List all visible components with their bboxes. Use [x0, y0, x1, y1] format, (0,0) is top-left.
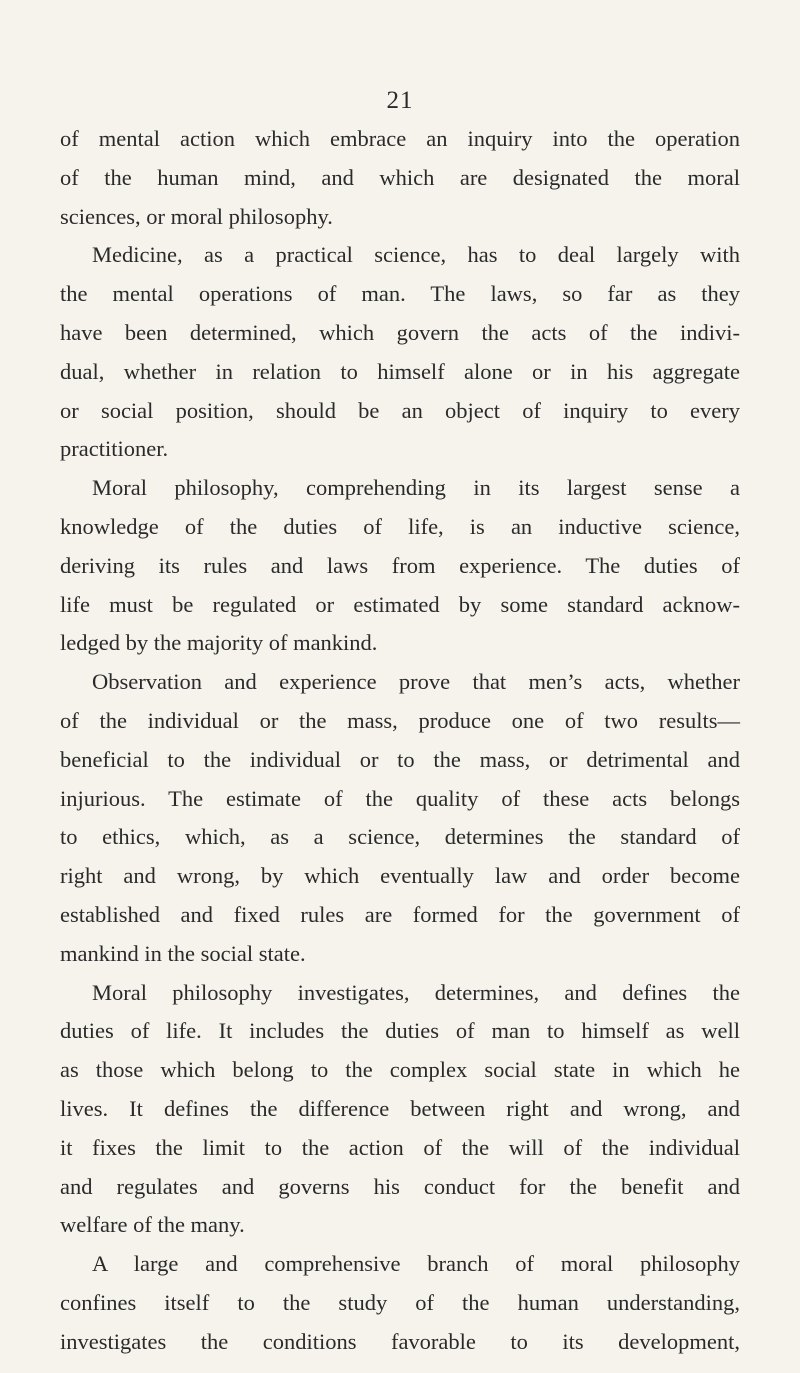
text-line: it fixes the limit to the action of the will of the individual: [60, 1134, 740, 1160]
page-text-body: [60, 120, 740, 1362]
text-line: and regulates and governs his conduct for the benefit and: [60, 1173, 740, 1199]
text-line: Moral philosophy investigates, determines, and defines the: [92, 979, 740, 1005]
text-line: to ethics, which, as a science, determines the standard of: [60, 824, 740, 850]
text-line: investigates the conditions favorable to its development,: [60, 1328, 740, 1354]
text-line: sciences, or moral philosophy.: [60, 203, 333, 229]
text-line: established and fixed rules are formed for the government of: [60, 901, 740, 927]
text-line: right and wrong, by which eventually law and order become: [60, 863, 740, 889]
text-line: ledged by the majority of mankind.: [60, 630, 378, 656]
text-line: beneficial to the individual or to the mass, or detrimental and: [60, 746, 740, 772]
text-line: dual, whether in relation to himself alone or in his aggregate: [60, 358, 740, 384]
text-line: confines itself to the study of the human understanding,: [60, 1289, 740, 1315]
text-line: or social position, should be an object of inquiry to every: [60, 397, 740, 423]
text-line: the mental operations of man. The laws, so far as they: [60, 281, 740, 307]
text-line: duties of life. It includes the duties of man to himself as well: [60, 1018, 740, 1044]
text-line: as those which belong to the complex social state in which he: [60, 1057, 740, 1083]
text-line: injurious. The estimate of the quality of these acts belongs: [60, 785, 740, 811]
page-number: 21: [386, 87, 414, 114]
text-line: A large and comprehensive branch of moral philosophy: [92, 1251, 740, 1277]
text-line: life must be regulated or estimated by some standard acknow-: [60, 591, 740, 617]
text-line: lives. It defines the difference between right and wrong, and: [60, 1095, 740, 1121]
text-line: Moral philosophy, comprehending in its largest sense a: [92, 475, 740, 501]
text-line: Medicine, as a practical science, has to deal largely with: [92, 242, 740, 268]
text-line: of mental action which embrace an inquiry into the operation: [60, 126, 740, 151]
text-line: welfare of the many.: [60, 1212, 245, 1238]
text-line: have been determined, which govern the acts of the indivi-: [60, 319, 740, 345]
text-line: practitioner.: [60, 436, 169, 462]
text-line: of the human mind, and which are designated the moral: [60, 164, 740, 190]
text-line: Observation and experience prove that men’s acts, whether: [92, 669, 740, 695]
text-line: knowledge of the duties of life, is an inductive science,: [60, 513, 740, 539]
text-line: of the individual or the mass, produce one of two results—: [60, 707, 740, 733]
text-line: mankind in the social state.: [60, 940, 306, 966]
text-line: deriving its rules and laws from experience. The duties of: [60, 552, 740, 578]
